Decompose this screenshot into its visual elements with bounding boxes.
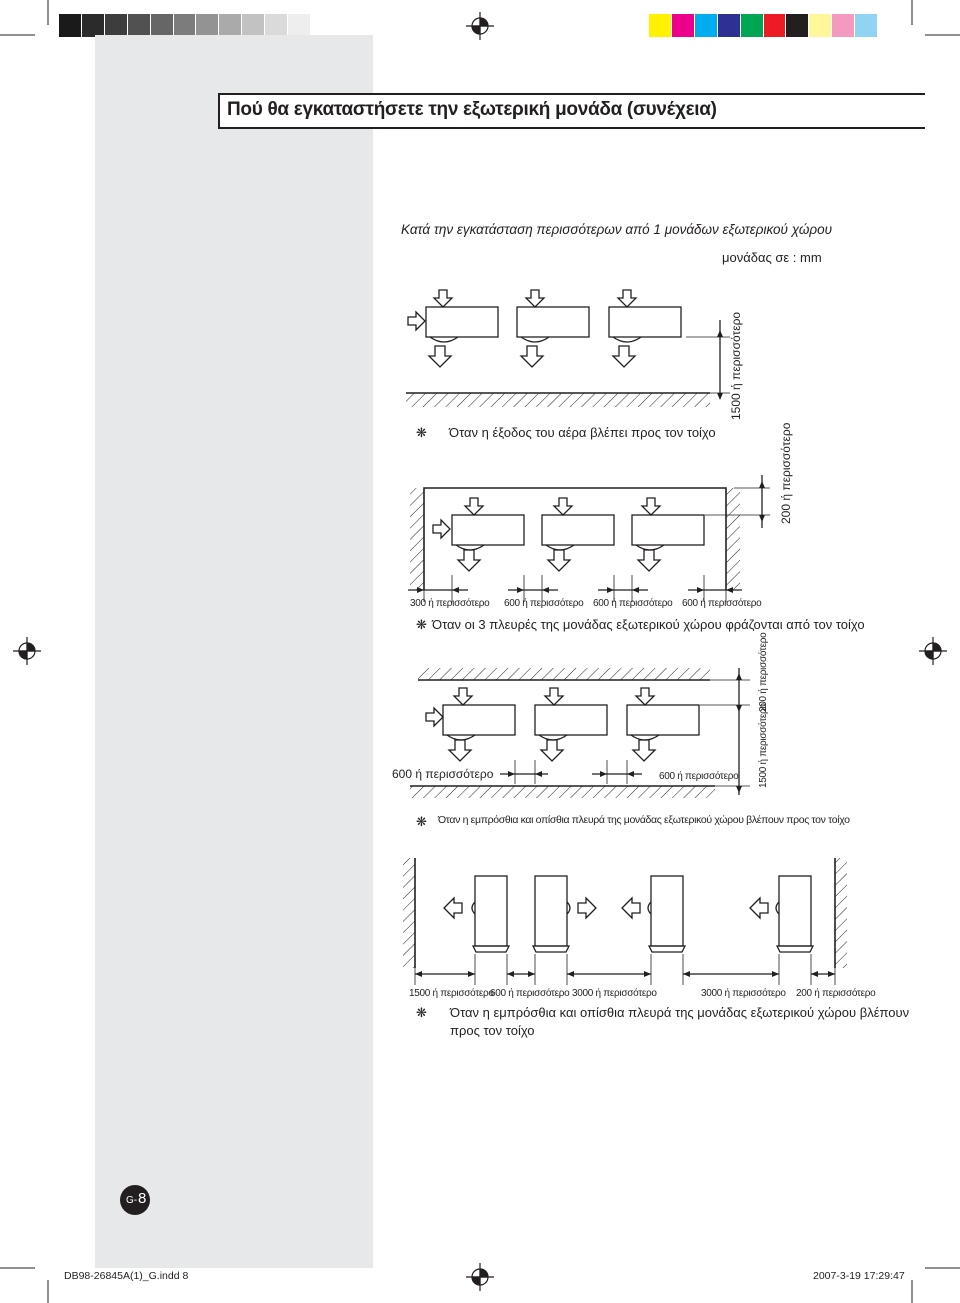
diagram-front-back-wall-side-view (395, 850, 865, 985)
airflow-arrow-icon (526, 290, 544, 307)
registration-mark-top (466, 12, 494, 40)
registration-mark-left (13, 637, 41, 665)
airflow-arrow-icon (548, 550, 570, 571)
airflow-arrow-icon (618, 290, 636, 307)
section-heading: Κατά την εγκατάσταση περισσότερων από 1 μονάδων εξωτερικού χώρου (401, 222, 833, 237)
airflow-arrow-icon (633, 740, 655, 761)
outdoor-unit-side (535, 876, 567, 946)
outdoor-unit (517, 307, 589, 337)
diagram-three-sides-blocked (400, 470, 810, 610)
diagram-outlet-facing-wall (380, 280, 780, 440)
note-symbol: ❋ (416, 1005, 427, 1020)
airflow-arrow-icon (465, 498, 483, 515)
diagram4-dim-3: 3000 ή περισσότερο (572, 988, 657, 999)
airflow-arrow-icon (622, 898, 640, 918)
diagram3-dim-mid: 600 ή περισσότερο (659, 771, 739, 782)
diagram2-caption: Όταν οι 3 πλευρές της μονάδας εξωτερικού χώρου φράζονται από τον τοίχο (432, 617, 865, 632)
airflow-arrow-icon (434, 290, 452, 307)
airflow-arrow-icon (433, 520, 450, 538)
diagram4-dim-5: 200 ή περισσότερο (796, 988, 876, 999)
note-symbol: ❋ (416, 814, 427, 829)
outdoor-unit-side (779, 876, 811, 946)
units-label: μονάδας σε : mm (722, 250, 822, 265)
diagram1-dim-vertical: 1500 ή περισσότερο (729, 311, 743, 420)
outdoor-unit (443, 705, 515, 735)
registration-mark-right (919, 637, 947, 665)
diagram2-dim-4: 600 ή περισσότερο (682, 598, 762, 609)
footer-timestamp: 2007-3-19 17:29:47 (813, 1270, 905, 1282)
outdoor-unit (609, 307, 681, 337)
diagram2-dim-1: 300 ή περισσότερο (410, 598, 490, 609)
registration-mark-bottom (466, 1263, 494, 1291)
diagram4-dim-1: 1500 ή περισσότερο (409, 988, 494, 999)
outdoor-unit (632, 515, 704, 545)
airflow-arrow-icon (642, 498, 660, 515)
airflow-arrow-icon (613, 346, 635, 367)
outdoor-unit (426, 307, 498, 337)
outdoor-unit (627, 705, 699, 735)
airflow-arrow-icon (408, 312, 425, 330)
diagram4-caption-line2: προς τον τοίχο (450, 1023, 535, 1038)
outdoor-unit (452, 515, 524, 545)
airflow-arrow-icon (545, 688, 563, 705)
diagram2-dim-3: 600 ή περισσότερο (593, 598, 673, 609)
airflow-arrow-icon (426, 708, 443, 726)
diagram4-caption-line1: Όταν η εμπρόσθια και οπίσθια πλευρά της μονάδας εξωτερικού χώρου βλέπουν (450, 1005, 910, 1020)
airflow-arrow-icon (454, 688, 472, 705)
diagram4-dim-4: 3000 ή περισσότερο (701, 988, 786, 999)
diagram2-dim-2: 600 ή περισσότερο (504, 598, 584, 609)
outdoor-unit (542, 515, 614, 545)
note-symbol: ❋ (416, 617, 427, 632)
note-symbol: ❋ (416, 425, 427, 440)
airflow-arrow-icon (449, 740, 471, 761)
outdoor-unit-side (651, 876, 683, 946)
airflow-arrow-icon (541, 740, 563, 761)
diagram1-caption: Όταν η έξοδος του αέρα βλέπει προς τον τοίχο (449, 425, 716, 440)
airflow-arrow-icon (636, 688, 654, 705)
diagram4-dim-2: 600 ή περισσότερο (490, 988, 570, 999)
page-number: 8 (138, 1190, 147, 1207)
airflow-arrow-icon (554, 498, 572, 515)
outdoor-unit-side (475, 876, 507, 946)
diagram2-dim-vertical: 200 ή περισσότερο (779, 422, 793, 524)
airflow-arrow-icon (444, 898, 462, 918)
airflow-arrow-icon (429, 346, 451, 367)
diagram3-dim-vert-bottom: 1500 ή περισσότερο (758, 703, 769, 788)
page-number-prefix: G- (126, 1195, 138, 1206)
airflow-arrow-icon (521, 346, 543, 367)
diagram3-dim-left: 600 ή περισσότερο (392, 767, 494, 781)
footer-filename: DB98-26845A(1)_G.indd 8 (64, 1270, 189, 1282)
diagram3-dim-vert-top: 200 ή περισσότερο (758, 632, 769, 712)
page-title: Πού θα εγκαταστήσετε την εξωτερική μονάδα (συνέχεια) (227, 99, 717, 120)
diagram3-caption: Όταν η εμπρόσθια και οπίσθια πλευρά της μονάδας εξωτερικού χώρου βλέπουν προς τον τοίχο (438, 814, 850, 826)
airflow-arrow-icon (638, 550, 660, 571)
airflow-arrow-icon (578, 898, 596, 918)
airflow-arrow-icon (750, 898, 768, 918)
outdoor-unit (535, 705, 607, 735)
airflow-arrow-icon (458, 550, 480, 571)
